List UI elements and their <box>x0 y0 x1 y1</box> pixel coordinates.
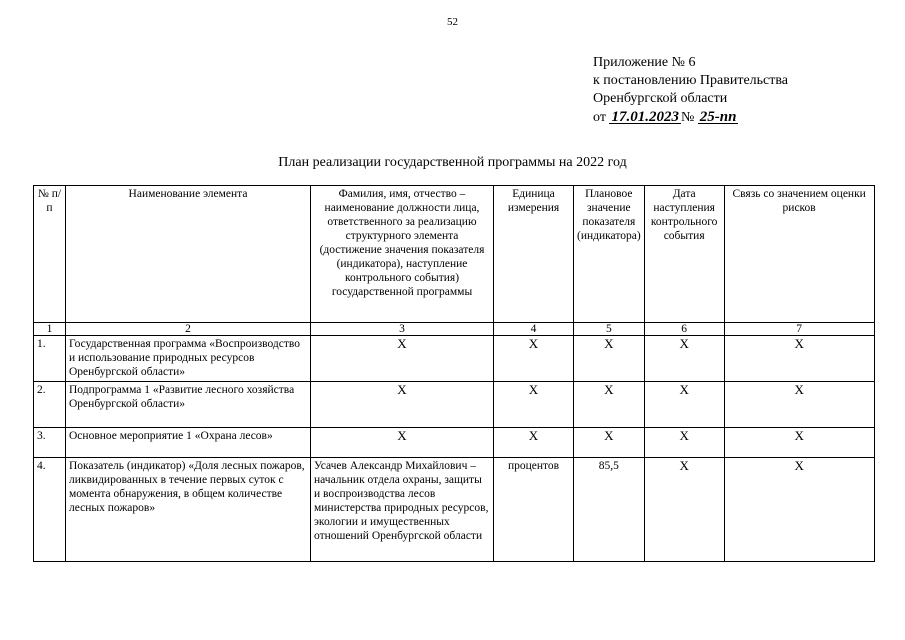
row-responsible: Х <box>311 428 494 458</box>
row-num: 1. <box>34 336 66 382</box>
row-risk: Х <box>724 428 874 458</box>
column-number: 7 <box>724 323 874 336</box>
from-label: от <box>593 110 606 125</box>
header-unit: Единица измерения <box>494 186 574 323</box>
appendix-block <box>593 54 788 127</box>
appendix-date-line <box>593 108 788 127</box>
table-row <box>34 428 875 458</box>
handwritten-date: 17.01.2023 <box>611 109 679 125</box>
header-plan: Плановое значение показателя (индикатора) <box>574 186 645 323</box>
row-plan: 85,5 <box>574 458 645 562</box>
header-responsible: Фамилия, имя, отчество – наименование должности лица, ответственного за реализацию структурного элемента (достижение значения показателя (индикатора), наступление контрольного события) государственной программы <box>311 186 494 323</box>
row-date: Х <box>644 382 724 428</box>
row-risk: Х <box>724 458 874 562</box>
row-unit: процентов <box>494 458 574 562</box>
column-number: 6 <box>644 323 724 336</box>
row-responsible: Х <box>311 382 494 428</box>
column-number: 2 <box>66 323 311 336</box>
header-date: Дата наступления контрольного события <box>644 186 724 323</box>
row-plan: Х <box>574 336 645 382</box>
row-name: Показатель (индикатор) «Доля лесных пожаров, ликвидированных в течение первых суток с момента обнаружения, в общем количестве лесных пожаров» <box>66 458 311 562</box>
row-num: 2. <box>34 382 66 428</box>
row-name: Государственная программа «Воспроизводство и использование природных ресурсов Оренбургской области» <box>66 336 311 382</box>
header-name: Наименование элемента <box>66 186 311 323</box>
plan-table <box>33 185 875 562</box>
row-plan: Х <box>574 382 645 428</box>
document-title: План реализации государственной программы на 2022 год <box>278 155 627 170</box>
page-number: 52 <box>447 16 458 28</box>
header-risk: Связь со значением оценки рисков <box>724 186 874 323</box>
handwritten-number: 25-пп <box>699 109 737 125</box>
row-unit: Х <box>494 336 574 382</box>
header-num: № п/п <box>34 186 66 323</box>
row-name: Подпрограмма 1 «Развитие лесного хозяйства Оренбургской области» <box>66 382 311 428</box>
row-name: Основное мероприятие 1 «Охрана лесов» <box>66 428 311 458</box>
table-row <box>34 336 875 382</box>
appendix-decree: к постановлению Правительства <box>593 73 789 88</box>
column-number: 4 <box>494 323 574 336</box>
row-unit: Х <box>494 428 574 458</box>
table-row <box>34 458 875 562</box>
row-date: Х <box>644 336 724 382</box>
appendix-title: Приложение № 6 <box>593 55 696 70</box>
column-number: 1 <box>34 323 66 336</box>
appendix-region: Оренбургской области <box>593 91 728 106</box>
table-row <box>34 382 875 428</box>
row-date: Х <box>644 428 724 458</box>
table-header-row <box>34 186 875 323</box>
row-responsible: Усачев Александр Михайлович – начальник отдела охраны, защиты и воспроизводства лесов министерства природных ресурсов, экологии и имущественных отношений Оренбургской области <box>311 458 494 562</box>
row-plan: Х <box>574 428 645 458</box>
number-label: № <box>680 110 695 125</box>
row-responsible: Х <box>311 336 494 382</box>
column-number-row <box>34 323 875 336</box>
column-number: 5 <box>574 323 645 336</box>
column-number: 3 <box>311 323 494 336</box>
row-num: 3. <box>34 428 66 458</box>
row-date: Х <box>644 458 724 562</box>
row-unit: Х <box>494 382 574 428</box>
row-num: 4. <box>34 458 66 562</box>
row-risk: Х <box>724 336 874 382</box>
row-risk: Х <box>724 382 874 428</box>
